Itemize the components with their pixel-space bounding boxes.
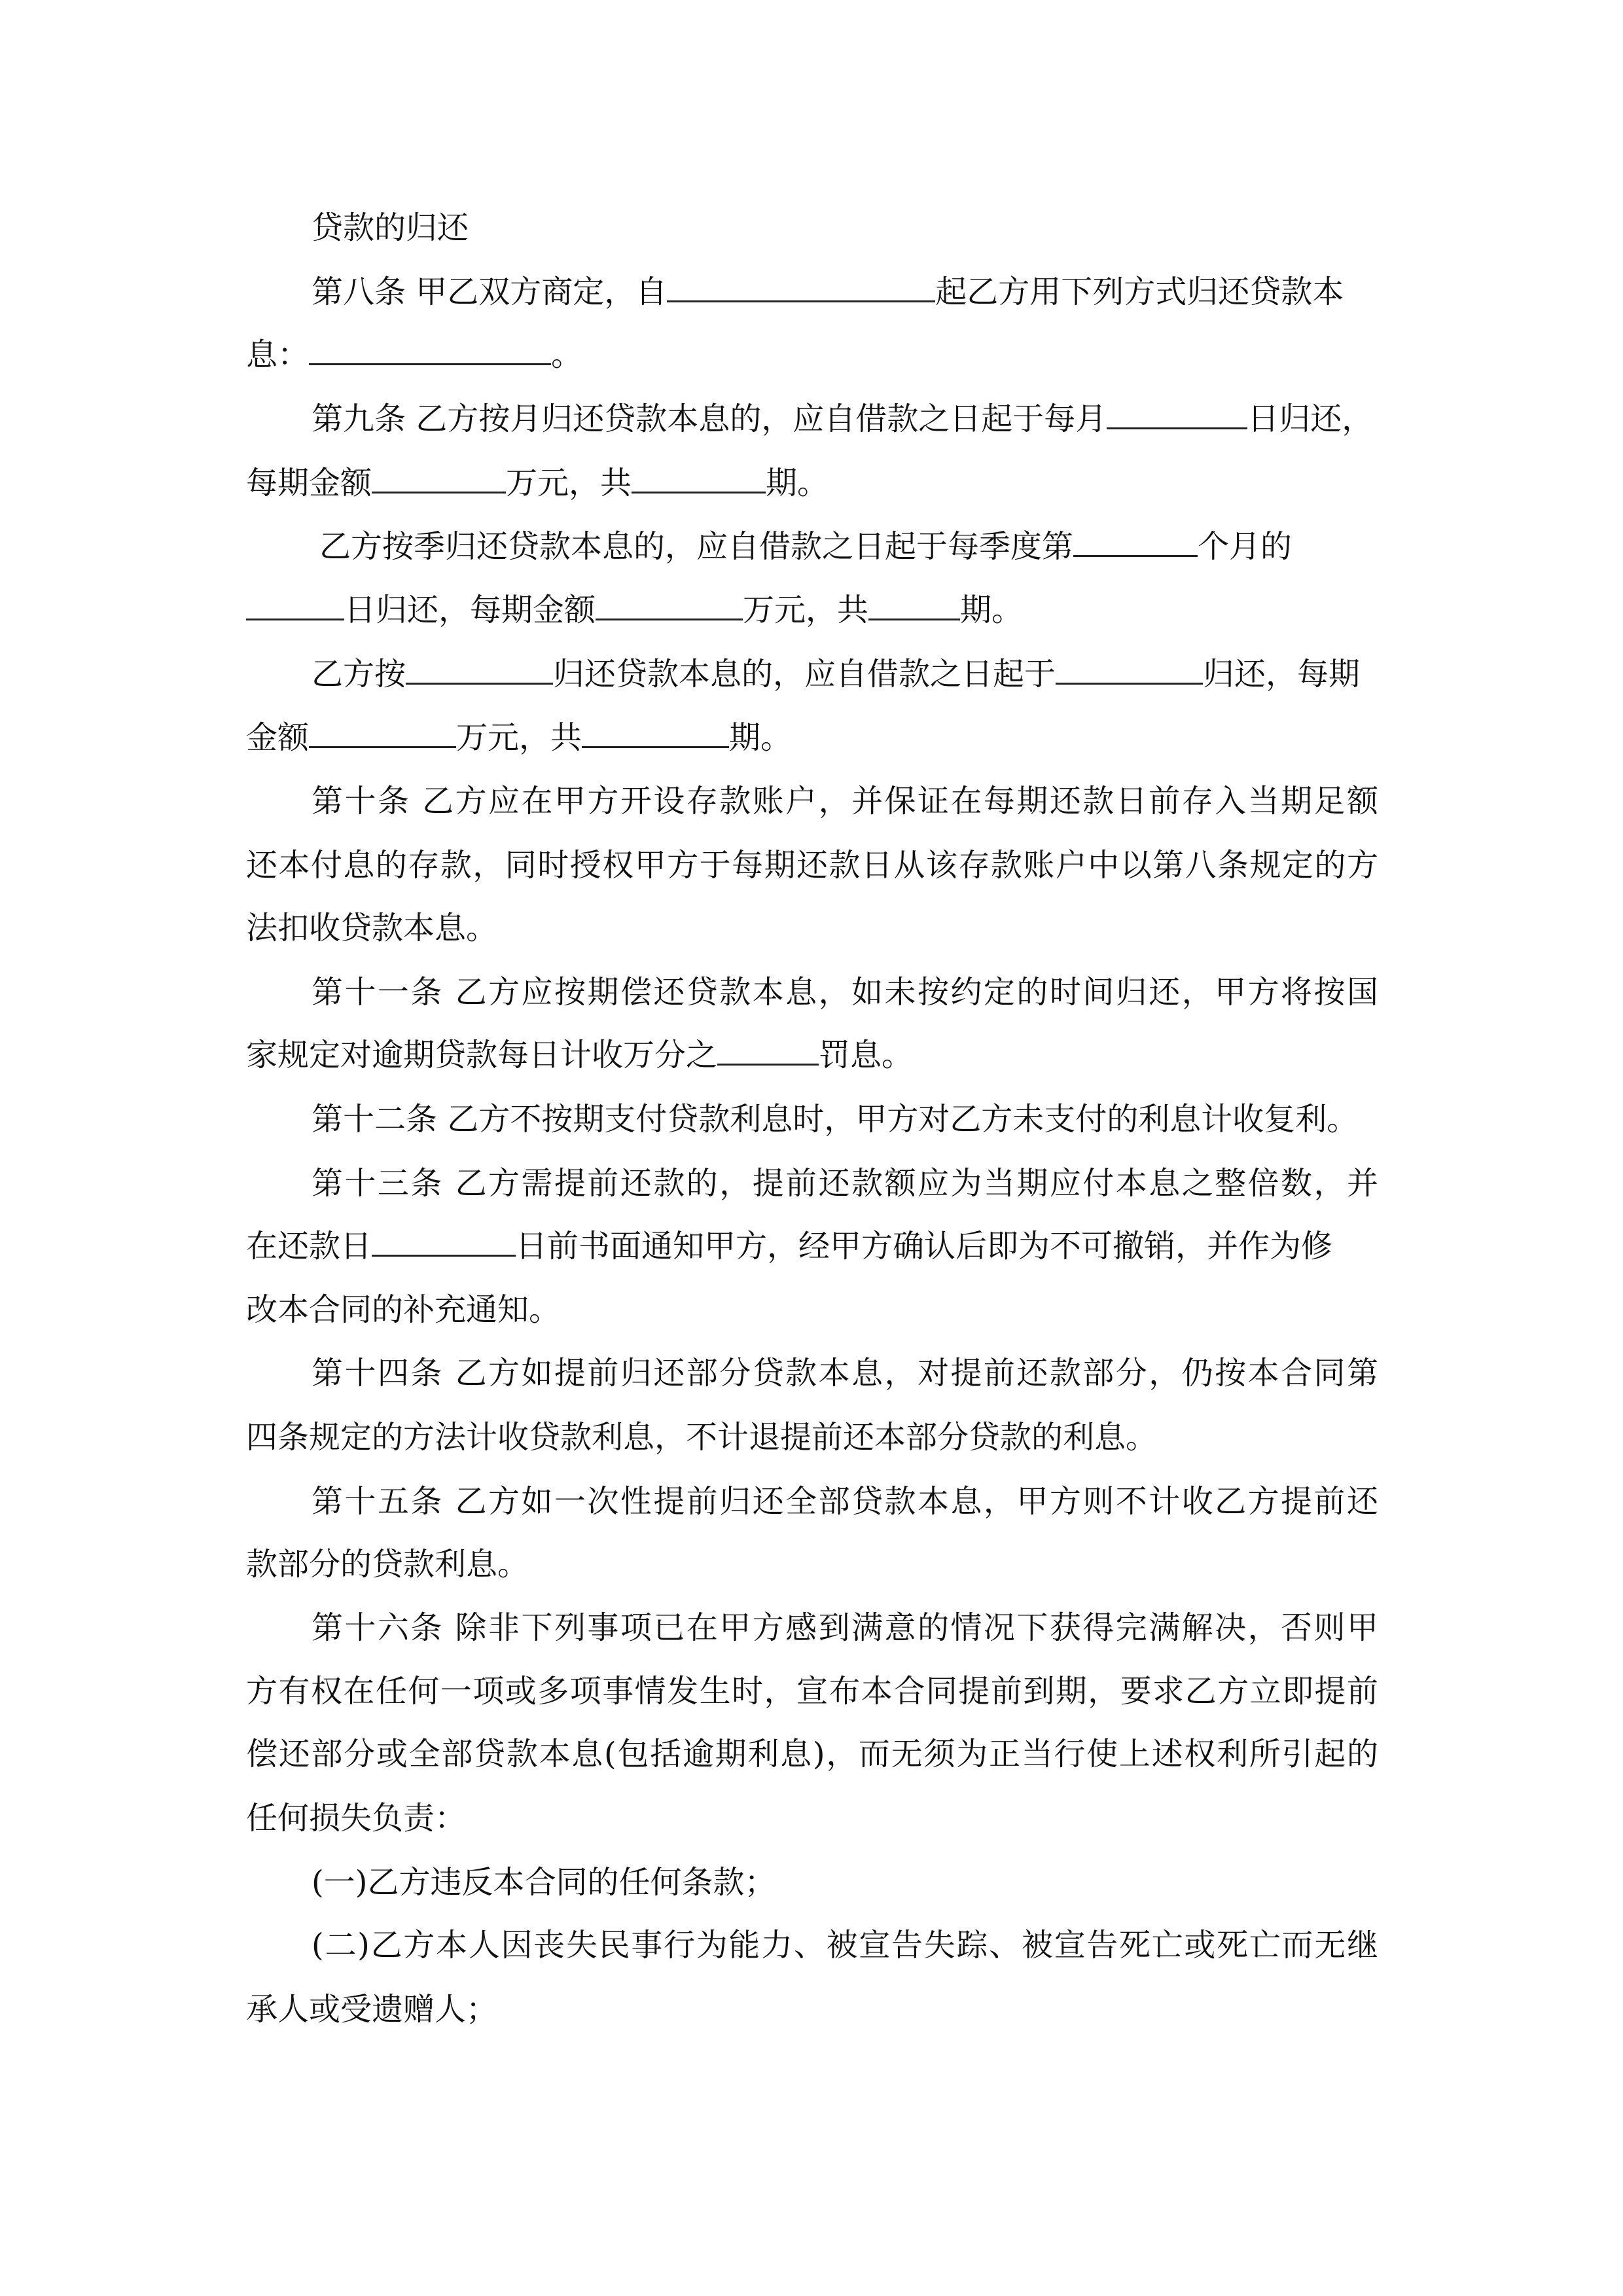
article-11-text: 罚息。 [819, 1037, 914, 1073]
article-9-text: 乙方按 [312, 656, 406, 692]
article-13-text: 在还款日 [246, 1228, 372, 1265]
article-11-text: 家规定对逾期贷款每日计收万分之 [246, 1037, 718, 1073]
article-9-quarterly-line-2 [246, 590, 1023, 630]
article-9-text: 期。 [960, 592, 1024, 628]
article-9-text: 日归还， [1247, 401, 1374, 437]
article-13-line-2 [246, 1227, 1332, 1266]
article-13-line-1: 第十三条 乙方需提前还款的，提前还款额应为当期应付本息之整倍数，并 [312, 1165, 1378, 1202]
article-9-text: 期。 [729, 719, 793, 756]
article-8-line-1 [312, 272, 1344, 312]
article-9-other-line-2 [246, 718, 792, 757]
fill-blank[interactable] [309, 337, 551, 365]
article-9-text: 日归还，每期金额 [344, 592, 596, 628]
fill-blank[interactable] [309, 720, 456, 748]
article-11-line-2 [246, 1035, 913, 1075]
fill-blank[interactable] [582, 720, 729, 748]
article-14-line-2: 四条规定的方法计收贷款利息，不计退提前还本部分贷款的利息。 [246, 1419, 1158, 1456]
article-16-item-2-line-2: 承人或受遗赠人； [246, 1991, 498, 2028]
article-12-line-1: 第十二条 乙方不按期支付贷款利息时，甲方对乙方未支付的利息计收复利。 [312, 1101, 1359, 1138]
article-9-line-1 [312, 399, 1373, 439]
fill-blank[interactable] [868, 592, 960, 620]
article-15-line-2: 款部分的贷款利息。 [246, 1546, 529, 1583]
fill-blank[interactable] [717, 1037, 819, 1066]
article-9-line-2 [246, 463, 829, 503]
article-9-text: 万元，共 [506, 465, 632, 501]
article-11-line-1: 第十一条 乙方应按期偿还贷款本息，如未按约定的时间归还，甲方将按国 [312, 974, 1378, 1011]
article-13-line-3: 改本合同的补充通知。 [246, 1291, 561, 1328]
article-10-line-3: 法扣收贷款本息。 [246, 910, 498, 946]
article-9-text: 万元，共 [743, 592, 869, 628]
article-9-text: 第九条 乙方按月归还贷款本息的，应自借款之日起于每月 [312, 401, 1107, 437]
article-9-text: 期。 [766, 465, 829, 501]
fill-blank[interactable] [667, 274, 935, 302]
article-16-line-1: 第十六条 除非下列事项已在甲方感到满意的情况下获得完满解决，否则甲 [312, 1609, 1378, 1646]
article-16-item-2-line-1: (二)乙方本人因丧失民事行为能力、被宣告失踪、被宣告死亡或死亡而无继 [312, 1927, 1378, 1964]
article-9-other-line-1 [312, 655, 1360, 694]
article-16-line-4: 任何损失负责： [246, 1800, 467, 1837]
article-9-text: 金额 [246, 719, 310, 756]
article-9-text: 归还，每期 [1203, 656, 1361, 692]
article-8-text: 第八条 甲乙双方商定，自 [312, 274, 668, 310]
fill-blank[interactable] [1056, 656, 1203, 685]
article-9-text: 每期金额 [246, 465, 372, 501]
fill-blank[interactable] [1107, 401, 1247, 429]
article-8-text: 息： [246, 336, 310, 373]
article-8-text: 。 [551, 336, 583, 373]
article-10-line-1: 第十条 乙方应在甲方开设存款账户，并保证在每期还款日前存入当期足额 [312, 783, 1378, 819]
section-heading: 贷款的归还 [312, 209, 469, 246]
article-9-text: 万元，共 [456, 719, 582, 756]
article-9-quarterly-line-1 [319, 527, 1292, 566]
fill-blank[interactable] [596, 592, 743, 620]
fill-blank[interactable] [406, 656, 553, 685]
article-16-line-2: 方有权在任何一项或多项事情发生时，宣布本合同提前到期，要求乙方立即提前 [246, 1673, 1378, 1710]
article-16-line-3: 偿还部分或全部贷款本息(包括逾期利息)，而无须为正当行使上述权利所引起的 [246, 1736, 1378, 1772]
fill-blank[interactable] [372, 465, 506, 493]
article-8-line-2 [246, 335, 582, 374]
article-9-text: 乙方按季归还贷款本息的，应自借款之日起于每季度第 [319, 528, 1074, 565]
article-14-line-1: 第十四条 乙方如提前归还部分贷款本息，对提前还款部分，仍按本合同第 [312, 1355, 1378, 1391]
article-16-item-1: (一)乙方违反本合同的任何条款； [312, 1864, 776, 1901]
article-15-line-1: 第十五条 乙方如一次性提前归还全部贷款本息，甲方则不计收乙方提前还 [312, 1483, 1378, 1520]
fill-blank[interactable] [632, 465, 766, 493]
article-9-text: 归还贷款本息的，应自借款之日起于 [553, 656, 1056, 692]
fill-blank[interactable] [372, 1229, 516, 1257]
fill-blank[interactable] [246, 592, 344, 620]
article-13-text: 日前书面通知甲方，经甲方确认后即为不可撤销，并作为修 [516, 1228, 1333, 1265]
article-10-line-2: 还本付息的存款，同时授权甲方于每期还款日从该存款账户中以第八条规定的方 [246, 847, 1378, 884]
article-9-text: 个月的 [1198, 528, 1293, 565]
fill-blank[interactable] [1073, 529, 1198, 557]
article-8-text: 起乙方用下列方式归还贷款本 [935, 274, 1344, 310]
